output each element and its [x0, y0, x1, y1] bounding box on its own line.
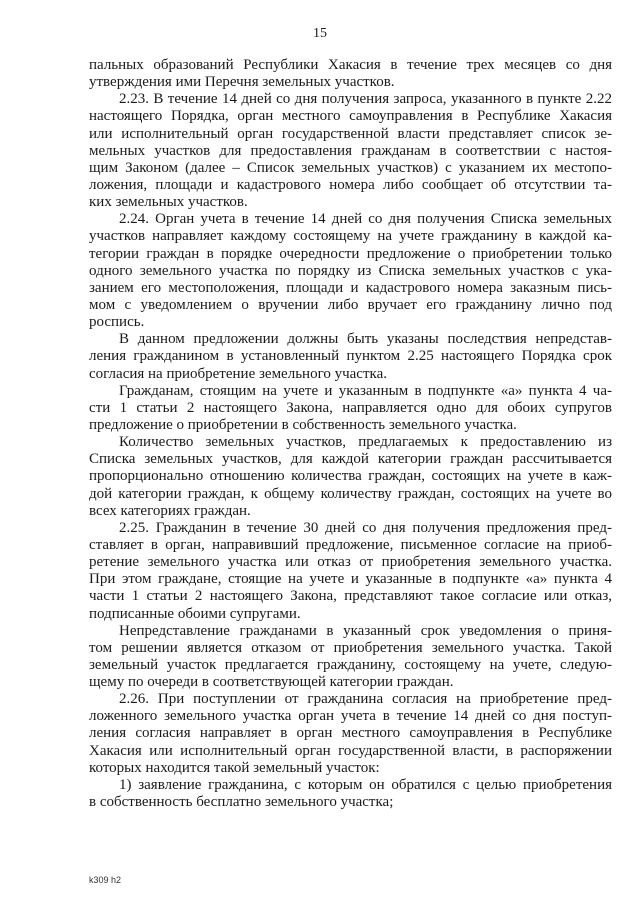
paragraph	[89, 623, 612, 692]
paragraph	[89, 331, 612, 382]
text-line: мом с уведомлением о вручении либо вручает его гражданину лично под	[89, 296, 612, 313]
text-line: подписанные обоими супругами.	[89, 605, 301, 622]
text-line: ления согласия направляет в орган местного самоуправления в Республике	[89, 725, 612, 742]
text-line: В данном предложении должны быть указаны последствия непредстав-	[119, 331, 612, 348]
text-line: Списка земельных участков, для каждой категории граждан рассчитывается	[89, 451, 612, 468]
text-line: всех категориях граждан.	[89, 502, 251, 519]
text-line: 2.24. Орган учета в течение 14 дней со дня получения Списка земельных	[119, 211, 612, 228]
text-line: щим Законом (далее – Список земельных участков) с указанием их местопо-	[89, 159, 612, 176]
paragraph	[89, 691, 612, 777]
document-body	[89, 57, 612, 811]
text-line: 2.25. Гражданин в течение 30 дней со дня получения предложения пред-	[119, 519, 612, 536]
text-line: пальных образований Республики Хакасия в течение трех месяцев со дня	[89, 57, 612, 73]
text-line: 2.23. В течение 14 дней со дня получения запроса, указанного в пункте 2.22	[119, 91, 612, 108]
text-line: ложения, площади и кадастрового номера либо сообщает об отсутствии та-	[89, 176, 612, 193]
text-line: ретение земельного участка или отказ от приобретения земельного участка.	[89, 554, 612, 571]
text-line: дой категории граждан, к общему количеству граждан, состоящих на учете во	[89, 485, 612, 502]
text-line: участков направляет каждому состоящему на учете гражданину в каждой ка-	[89, 228, 612, 245]
text-line: Непредставление гражданами в указанный срок уведомления о приня-	[119, 622, 612, 639]
text-line: Хакасия или исполнительный орган государственной власти, в распоряжении	[89, 742, 612, 759]
paragraph	[89, 91, 612, 211]
text-line: Гражданам, стоящим на учете и указанным в подпункте «а» пункта 4 ча-	[119, 382, 612, 399]
paragraph	[89, 520, 612, 623]
paragraph	[89, 777, 612, 811]
text-line: в собственность бесплатно земельного участка;	[89, 794, 394, 811]
text-line: утверждения ими Перечня земельных участков.	[89, 74, 395, 91]
paragraph	[89, 57, 612, 91]
text-line: Количество земельных участков, предлагаемых к предоставлению из	[119, 434, 612, 451]
text-line: части 1 статьи 2 настоящего Закона, представляют такое согласие или отказ,	[89, 588, 612, 605]
text-line: сти 1 статьи 2 настоящего Закона, направляется одно для обоих супругов	[89, 399, 612, 416]
page-number: 15	[313, 26, 327, 41]
text-line: ставляет в орган, направивший предложение, письменное согласие на приоб-	[89, 536, 612, 553]
text-line: которых находится такой земельный участок:	[89, 759, 380, 776]
paragraph	[89, 383, 612, 434]
text-line: или исполнительный орган государственной власти представляет список зе-	[89, 125, 612, 142]
text-line: настоящего Порядка, орган местного самоуправления в Республике Хакасия	[89, 108, 612, 125]
text-line: согласия на приобретение земельного участка.	[89, 365, 387, 382]
text-line: тегории граждан в порядке очередности предложение о приобретении только	[89, 245, 612, 262]
footer-code: k309 h2	[89, 875, 122, 885]
text-line: одного земельного участка по порядку из Списка земельных участков с ука-	[89, 262, 612, 279]
text-line: том решении является отказом от приобретения земельного участка. Такой	[89, 639, 612, 656]
text-line: ложенного земельного участка орган учета в течение 14 дней со дня поступ-	[89, 708, 612, 725]
text-line: При этом граждане, стоящие на учете и указанные в подпункте «а» пункта 4	[89, 571, 612, 588]
text-line: ких земельных участков.	[89, 194, 248, 211]
text-line: пропорционально отношению количества граждан, состоящих на учете в каж-	[89, 468, 612, 485]
text-line: предложение о приобретении в собственность земельного участка.	[89, 416, 517, 433]
text-line: 2.26. При поступлении от гражданина согласия на приобретение пред-	[119, 691, 612, 708]
text-line: занием его местоположения, площади и кадастрового номера заказным пись-	[89, 279, 612, 296]
text-line: ления гражданином в установленный пунктом 2.25 настоящего Порядка срок	[89, 348, 612, 365]
paragraph	[89, 211, 612, 331]
paragraph	[89, 434, 612, 520]
text-line: земельный участок предлагается гражданину, состоящему на учете, следую-	[89, 656, 612, 673]
text-line: 1) заявление гражданина, с которым он обратился с целью приобретения	[119, 776, 612, 793]
text-line: мельных участков для предоставления гражданам в соответствии с настоя-	[89, 142, 612, 159]
text-line: щему по очереди в соответствующей категории граждан.	[89, 674, 454, 691]
text-line: роспись.	[89, 314, 145, 331]
